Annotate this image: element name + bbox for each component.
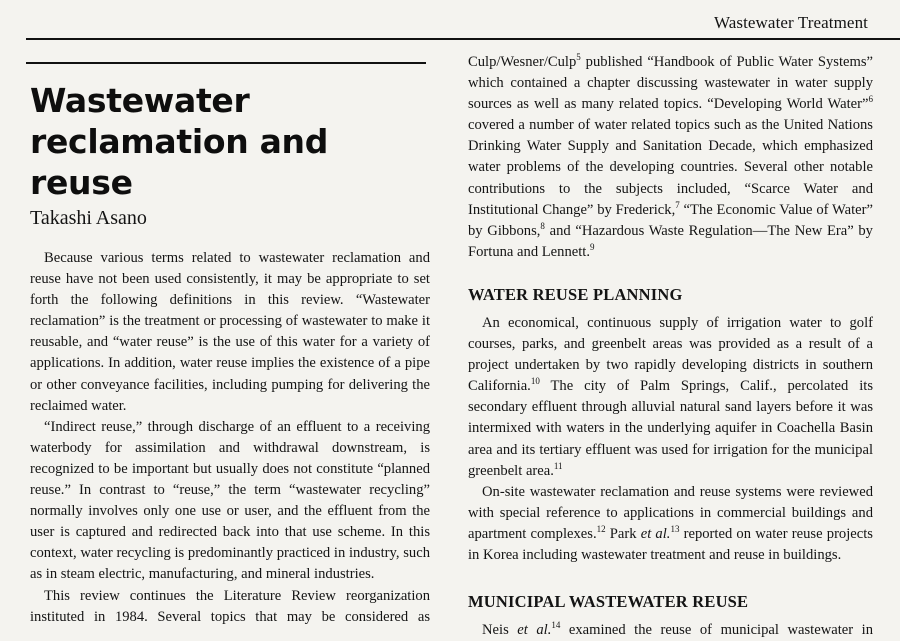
title-line: Wastewater	[30, 81, 250, 120]
text-run: An economical, continuous supply of irrigation water to golf courses, parks, and greenbelt areas was provided as a result of a project undertaken by two rapidly developing districts in southern California.	[468, 314, 873, 395]
section-heading-water-reuse-planning: WATER REUSE PLANNING	[468, 284, 683, 304]
title-rule	[26, 62, 426, 64]
footnote-ref: 11	[553, 460, 563, 471]
footnote-ref: 8	[540, 220, 545, 231]
paragraph-irrigation	[468, 313, 873, 482]
paragraph-review-start: This review continues the Literature Review reorganization	[44, 587, 430, 604]
left-column	[30, 80, 430, 625]
text-run: Neis	[482, 622, 518, 639]
footnote-ref: 6	[868, 94, 873, 105]
running-head: Wastewater Treatment	[713, 13, 868, 32]
footnote-ref: 5	[576, 52, 581, 63]
title-line: reuse	[30, 163, 133, 202]
text-run: Culp/Wesner/Culp	[468, 54, 577, 70]
paragraph-neis	[468, 620, 873, 641]
article-title	[30, 80, 430, 203]
title-line: reclamation and	[30, 122, 329, 161]
author-name: Takashi Asano	[30, 207, 147, 229]
paragraph-intro	[468, 52, 873, 263]
text-run: covered a number of water related topics such as the United Nations Drinking Water Supply and Sanitation Decade, which emphasized water problems of the developing countries. Several other notable contributions to the subjects included, “Scarce Water and Institutional Change” by Frederick,	[468, 117, 873, 218]
paragraph-review-cut-line: instituted in 1984. Several topics that may be considered as	[30, 608, 430, 625]
right-column	[468, 52, 873, 641]
footnote-ref: 14	[551, 620, 561, 631]
header-rule	[26, 38, 900, 40]
text-run: published “Handbook of Public Water Systems” which contained a chapter discussing wastewater in water supply sources as well as many related topics. “Developing World Water”	[468, 54, 873, 113]
text-run-italic: et al.	[640, 525, 671, 542]
footnote-ref: 13	[670, 524, 680, 535]
footnote-ref: 10	[530, 376, 540, 387]
text-run-italic: et al.	[517, 622, 552, 639]
footnote-ref: 9	[590, 241, 595, 252]
section-heading-municipal-wastewater-reuse: MUNICIPAL WASTEWATER REUSE	[468, 592, 749, 612]
text-run: The city of Palm Springs, Calif., percolated its secondary effluent through alluvial natural sand layers before it was intermixed with waters in the underlying aquifer in Coachella Basin area and its tertiary effluent was used for irrigation for the municipal greenbelt area.	[468, 378, 873, 479]
paragraph-indirect-reuse: “Indirect reuse,” through discharge of an effluent to a receiving waterbody for assimilation and withdrawal downstream, is recognized to be important but usually does not constitute “planned reuse.” In contrast to “reuse,” the term “wastewater recycling” normally involves only one use or user, and the effluent from the user is captured and redirected back into that use scheme. In this context, water recycling is predominantly practiced in industry, such as in steam electric, manufacturing, and mineral industries.	[30, 418, 430, 583]
text-run: examined the reuse of municipal wastewater in	[560, 622, 873, 639]
text-run: “The Economic Value of Water” by Gibbons,	[468, 201, 873, 239]
paragraph-onsite	[468, 482, 873, 566]
text-run: Park	[605, 525, 641, 542]
footnote-ref: 7	[675, 199, 680, 210]
paragraph-definitions: Because various terms related to wastewater reclamation and reuse have not been used consistently, it may be appropriate to set forth the following definitions in this review. “Wastewater reclamation” is the treatment or processing of wastewater to make it reusable, and “water reuse” is the use of this water for a variety of applications. In addition, water reuse implies the existence of a pipe or other conveyance facilities, including pumping for delivering the reclaimed water.	[30, 250, 430, 414]
footnote-ref: 12	[596, 524, 606, 535]
text-run: reported on water reuse projects in Korea including wastewater treatment and reuse in buildings.	[468, 525, 873, 563]
text-run: and “Hazardous Waste Regulation—The New Era” by Fortuna and Lennett.	[468, 222, 873, 260]
text-run: On-site wastewater reclamation and reuse systems were reviewed with special reference to applications in commercial buildings and apartment complexes.	[468, 483, 873, 542]
